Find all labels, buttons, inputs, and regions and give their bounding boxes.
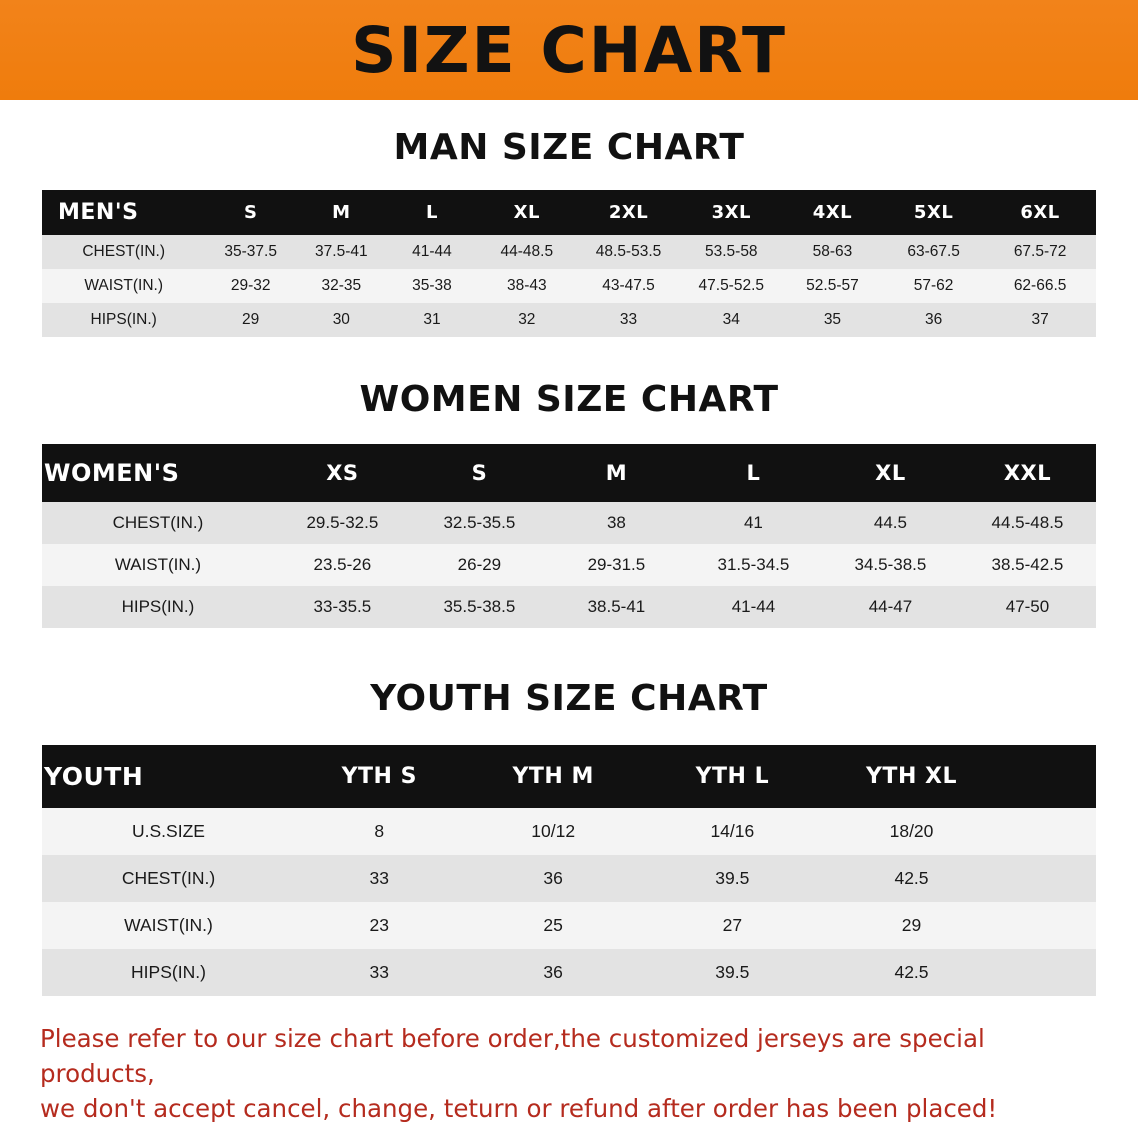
man-row-label-waist: WAIST(IN.) xyxy=(42,269,205,303)
man-hips-5xl: 36 xyxy=(883,303,984,337)
youth-header-l: YTH L xyxy=(643,745,822,808)
youth-waist-l: 27 xyxy=(643,902,822,949)
women-waist-s: 26-29 xyxy=(411,544,548,586)
man-hips-2xl: 33 xyxy=(576,303,680,337)
women-hips-xs: 33-35.5 xyxy=(274,586,411,628)
youth-hips-xl: 42.5 xyxy=(822,949,1001,996)
table-row xyxy=(42,586,1096,628)
women-chest-xs: 29.5-32.5 xyxy=(274,502,411,544)
man-waist-s: 29-32 xyxy=(205,269,296,303)
youth-header-m: YTH M xyxy=(464,745,643,808)
man-table-wrapper xyxy=(42,190,1096,337)
youth-waist-xl: 29 xyxy=(822,902,1001,949)
man-chest-5xl: 63-67.5 xyxy=(883,235,984,269)
man-header-4xl: 4XL xyxy=(782,190,883,235)
man-header-label: MEN'S xyxy=(42,190,205,235)
man-row-label-hips: HIPS(IN.) xyxy=(42,303,205,337)
women-waist-l: 31.5-34.5 xyxy=(685,544,822,586)
youth-chest-xl: 42.5 xyxy=(822,855,1001,902)
youth-header-s: YTH S xyxy=(295,745,464,808)
man-waist-l: 35-38 xyxy=(387,269,478,303)
table-row xyxy=(42,235,1096,269)
man-row-label-chest: CHEST(IN.) xyxy=(42,235,205,269)
man-chest-m: 37.5-41 xyxy=(296,235,387,269)
youth-chest-l: 39.5 xyxy=(643,855,822,902)
youth-waist-spacer xyxy=(1001,902,1096,949)
man-chest-xl: 44-48.5 xyxy=(477,235,576,269)
man-hips-s: 29 xyxy=(205,303,296,337)
youth-row-label-hips: HIPS(IN.) xyxy=(42,949,295,996)
man-waist-m: 32-35 xyxy=(296,269,387,303)
women-header-m: M xyxy=(548,444,685,502)
man-waist-xl: 38-43 xyxy=(477,269,576,303)
youth-waist-s: 23 xyxy=(295,902,464,949)
table-header-row xyxy=(42,444,1096,502)
man-hips-m: 30 xyxy=(296,303,387,337)
man-hips-l: 31 xyxy=(387,303,478,337)
disclaimer-line-1: Please refer to our size chart before order,the customized jerseys are special products, xyxy=(40,1024,985,1088)
youth-row-label-waist: WAIST(IN.) xyxy=(42,902,295,949)
youth-ussize-xl: 18/20 xyxy=(822,808,1001,855)
man-chest-l: 41-44 xyxy=(387,235,478,269)
youth-ussize-l: 14/16 xyxy=(643,808,822,855)
women-row-label-hips: HIPS(IN.) xyxy=(42,586,274,628)
women-chest-m: 38 xyxy=(548,502,685,544)
women-section-heading: WOMEN SIZE CHART xyxy=(359,379,779,420)
youth-ussize-s: 8 xyxy=(295,808,464,855)
youth-ussize-spacer xyxy=(1001,808,1096,855)
man-header-s: S xyxy=(205,190,296,235)
page-banner xyxy=(0,0,1138,100)
youth-waist-m: 25 xyxy=(464,902,643,949)
man-size-table xyxy=(42,190,1096,337)
youth-chest-spacer xyxy=(1001,855,1096,902)
women-header-xxl: XXL xyxy=(959,444,1096,502)
women-waist-xl: 34.5-38.5 xyxy=(822,544,959,586)
table-row xyxy=(42,303,1096,337)
man-waist-2xl: 43-47.5 xyxy=(576,269,680,303)
man-waist-5xl: 57-62 xyxy=(883,269,984,303)
man-hips-3xl: 34 xyxy=(681,303,782,337)
women-chest-xxl: 44.5-48.5 xyxy=(959,502,1096,544)
women-header-xs: XS xyxy=(274,444,411,502)
man-header-6xl: 6XL xyxy=(984,190,1096,235)
man-header-2xl: 2XL xyxy=(576,190,680,235)
youth-ussize-m: 10/12 xyxy=(464,808,643,855)
table-row xyxy=(42,949,1096,996)
women-header-s: S xyxy=(411,444,548,502)
youth-size-table xyxy=(42,745,1096,996)
women-hips-m: 38.5-41 xyxy=(548,586,685,628)
youth-header-xl: YTH XL xyxy=(822,745,1001,808)
women-header-l: L xyxy=(685,444,822,502)
page-title: SIZE CHART xyxy=(351,13,787,87)
women-hips-xl: 44-47 xyxy=(822,586,959,628)
table-row xyxy=(42,544,1096,586)
disclaimer-note xyxy=(40,1022,1098,1126)
man-hips-6xl: 37 xyxy=(984,303,1096,337)
man-chest-4xl: 58-63 xyxy=(782,235,883,269)
women-header-xl: XL xyxy=(822,444,959,502)
disclaimer-line-2: we don't accept cancel, change, teturn or refund after order has been placed! xyxy=(40,1093,998,1123)
man-header-xl: XL xyxy=(477,190,576,235)
women-hips-xxl: 47-50 xyxy=(959,586,1096,628)
man-header-m: M xyxy=(296,190,387,235)
man-section-heading: MAN SIZE CHART xyxy=(393,127,745,168)
man-waist-3xl: 47.5-52.5 xyxy=(681,269,782,303)
youth-section-heading: YOUTH SIZE CHART xyxy=(370,678,768,719)
table-row xyxy=(42,902,1096,949)
youth-hips-l: 39.5 xyxy=(643,949,822,996)
women-size-table xyxy=(42,444,1096,628)
man-hips-4xl: 35 xyxy=(782,303,883,337)
women-row-label-waist: WAIST(IN.) xyxy=(42,544,274,586)
youth-chest-m: 36 xyxy=(464,855,643,902)
table-row xyxy=(42,502,1096,544)
women-waist-xxl: 38.5-42.5 xyxy=(959,544,1096,586)
youth-header-label: YOUTH xyxy=(42,745,295,808)
youth-header-spacer xyxy=(1001,745,1096,808)
man-hips-xl: 32 xyxy=(477,303,576,337)
women-waist-m: 29-31.5 xyxy=(548,544,685,586)
table-header-row xyxy=(42,190,1096,235)
man-header-l: L xyxy=(387,190,478,235)
women-chest-l: 41 xyxy=(685,502,822,544)
women-chest-xl: 44.5 xyxy=(822,502,959,544)
man-chest-3xl: 53.5-58 xyxy=(681,235,782,269)
table-row xyxy=(42,269,1096,303)
women-hips-s: 35.5-38.5 xyxy=(411,586,548,628)
man-waist-6xl: 62-66.5 xyxy=(984,269,1096,303)
women-hips-l: 41-44 xyxy=(685,586,822,628)
man-waist-4xl: 52.5-57 xyxy=(782,269,883,303)
youth-hips-spacer xyxy=(1001,949,1096,996)
man-header-3xl: 3XL xyxy=(681,190,782,235)
youth-hips-m: 36 xyxy=(464,949,643,996)
man-header-5xl: 5XL xyxy=(883,190,984,235)
women-table-wrapper xyxy=(42,444,1096,628)
man-chest-s: 35-37.5 xyxy=(205,235,296,269)
youth-row-label-chest: CHEST(IN.) xyxy=(42,855,295,902)
youth-row-label-ussize: U.S.SIZE xyxy=(42,808,295,855)
women-header-label: WOMEN'S xyxy=(42,444,274,502)
women-waist-xs: 23.5-26 xyxy=(274,544,411,586)
youth-hips-s: 33 xyxy=(295,949,464,996)
table-row xyxy=(42,808,1096,855)
man-chest-6xl: 67.5-72 xyxy=(984,235,1096,269)
man-chest-2xl: 48.5-53.5 xyxy=(576,235,680,269)
women-chest-s: 32.5-35.5 xyxy=(411,502,548,544)
youth-table-wrapper xyxy=(42,745,1096,996)
women-row-label-chest: CHEST(IN.) xyxy=(42,502,274,544)
table-header-row xyxy=(42,745,1096,808)
table-row xyxy=(42,855,1096,902)
youth-chest-s: 33 xyxy=(295,855,464,902)
